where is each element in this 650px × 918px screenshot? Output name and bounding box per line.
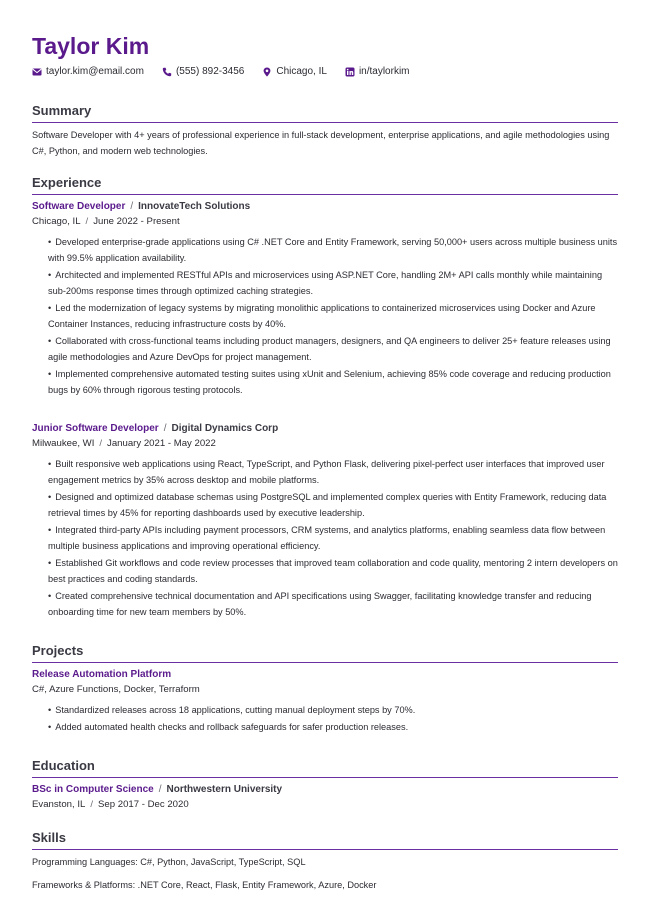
- phone-icon: [162, 67, 172, 77]
- project-bullets: [48, 702, 618, 736]
- phone-text: (555) 892-3456: [175, 66, 245, 77]
- contact-phone[interactable]: [162, 66, 244, 77]
- degree: BSc in Computer Science: [32, 784, 154, 795]
- contact-email[interactable]: [32, 66, 144, 77]
- list-item: • Collaborated with cross-functional teams including product managers, designers, and QA engineers to deliver 25+ feature releases using agile methodologies and Azure DevOps for project management.: [48, 333, 618, 365]
- list-item: • Designed and optimized database schemas using PostgreSQL and implemented complex queries with Entity Framework, reducing data retrieval times by 45% for reporting dashboards used by executive leadership.: [48, 489, 618, 521]
- section-title-summary: Summary: [32, 103, 618, 123]
- school: Northwestern University: [166, 784, 283, 795]
- project-name-line: [32, 668, 171, 682]
- job-role: Junior Software Developer: [32, 423, 159, 434]
- job-company: InnovateTech Solutions: [138, 201, 251, 212]
- list-item: • Built responsive web applications using React, TypeScript, and Python Flask, delivering pixel-perfect user interfaces that improved user engagement metrics by 35% across desktop and mobile platforms.: [48, 456, 618, 488]
- job-location: Chicago, IL: [32, 216, 81, 227]
- list-item: • Added automated health checks and rollback safeguards for safer production releases.: [48, 719, 618, 735]
- linkedin-text: in/taylorkim: [358, 66, 410, 77]
- section-title-skills: Skills: [32, 830, 618, 850]
- skill-line: Programming Languages: C#, Python, JavaScript, TypeScript, SQL: [32, 857, 306, 867]
- list-item: • Standardized releases across 18 applications, cutting manual deployment steps by 70%.: [48, 702, 618, 718]
- job-role: Software Developer: [32, 201, 126, 212]
- job-location: Milwaukee, WI: [32, 438, 95, 449]
- job-meta: Chicago, IL / June 2022 - Present: [32, 216, 180, 227]
- job-company: Digital Dynamics Corp: [171, 423, 279, 434]
- education-location: Evanston, IL: [32, 799, 86, 810]
- job-dates: January 2021 - May 2022: [107, 438, 216, 449]
- list-item: • Established Git workflows and code review processes that improved team collaboration and code quality, mentoring 2 intern developers on best practices and coding standards.: [48, 555, 618, 587]
- list-item: • Created comprehensive technical documentation and API specifications using Swagger, facilitating knowledge transfer and reducing onboarding time for new team members by 50%.: [48, 588, 618, 620]
- skill-line: Frameworks & Platforms: .NET Core, React, Flask, Entity Framework, Azure, Docker: [32, 880, 377, 890]
- contact-linkedin[interactable]: [345, 66, 410, 77]
- job-meta: Milwaukee, WI / January 2021 - May 2022: [32, 438, 216, 449]
- job-title-line: Junior Software Developer / Digital Dynamics Corp: [32, 423, 279, 434]
- contact-location: [262, 66, 327, 77]
- job-bullets: [48, 234, 618, 399]
- candidate-name: Taylor Kim: [32, 33, 150, 59]
- list-item: • Developed enterprise-grade applications using C# .NET Core and Entity Framework, serving 50,000+ users across multiple business units with 99.5% application availability.: [48, 234, 618, 266]
- linkedin-icon: [345, 67, 355, 77]
- job-dates: June 2022 - Present: [93, 216, 180, 227]
- summary-text: Software Developer with 4+ years of professional experience in full-stack development, enterprise applications, and agile methodologies using C#, Python, and modern web technologies.: [32, 130, 610, 156]
- contact-bar: [32, 66, 428, 77]
- section-title-experience: Experience: [32, 175, 618, 195]
- section-title-education: Education: [32, 758, 618, 778]
- education-dates: Sep 2017 - Dec 2020: [98, 799, 189, 810]
- location-pin-icon: [262, 67, 272, 77]
- job-bullets: [48, 456, 618, 621]
- section-title-projects: Projects: [32, 643, 618, 663]
- email-icon: [32, 67, 42, 77]
- list-item: • Architected and implemented RESTful APIs and microservices using ASP.NET Core, handling 2M+ API calls monthly while maintaining sub-200ms response times through optimized caching strategies.: [48, 267, 618, 299]
- location-text: Chicago, IL: [276, 66, 327, 77]
- project-name: Release Automation Platform: [32, 669, 172, 680]
- list-item: • Integrated third-party APIs including payment processors, CRM systems, and analytics platforms, enabling seamless data flow between multiple business applications and improving operational efficiency.: [48, 522, 618, 554]
- job-title-line: Software Developer / InnovateTech Solutions: [32, 201, 251, 212]
- project-stack: C#, Azure Functions, Docker, Terraform: [32, 684, 200, 695]
- list-item: • Implemented comprehensive automated testing suites using xUnit and Selenium, achieving 85% code coverage and reducing production bugs by 60% through rigorous testing protocols.: [48, 366, 618, 398]
- list-item: • Led the modernization of legacy systems by migrating monolithic applications to containerized microservices using Docker and Azure Container Instances, reducing infrastructure costs by 40%.: [48, 300, 618, 332]
- education-title-line: BSc in Computer Science / Northwestern University: [32, 784, 283, 795]
- email-text: taylor.kim@email.com: [46, 66, 144, 77]
- education-meta: Evanston, IL / Sep 2017 - Dec 2020: [32, 799, 189, 810]
